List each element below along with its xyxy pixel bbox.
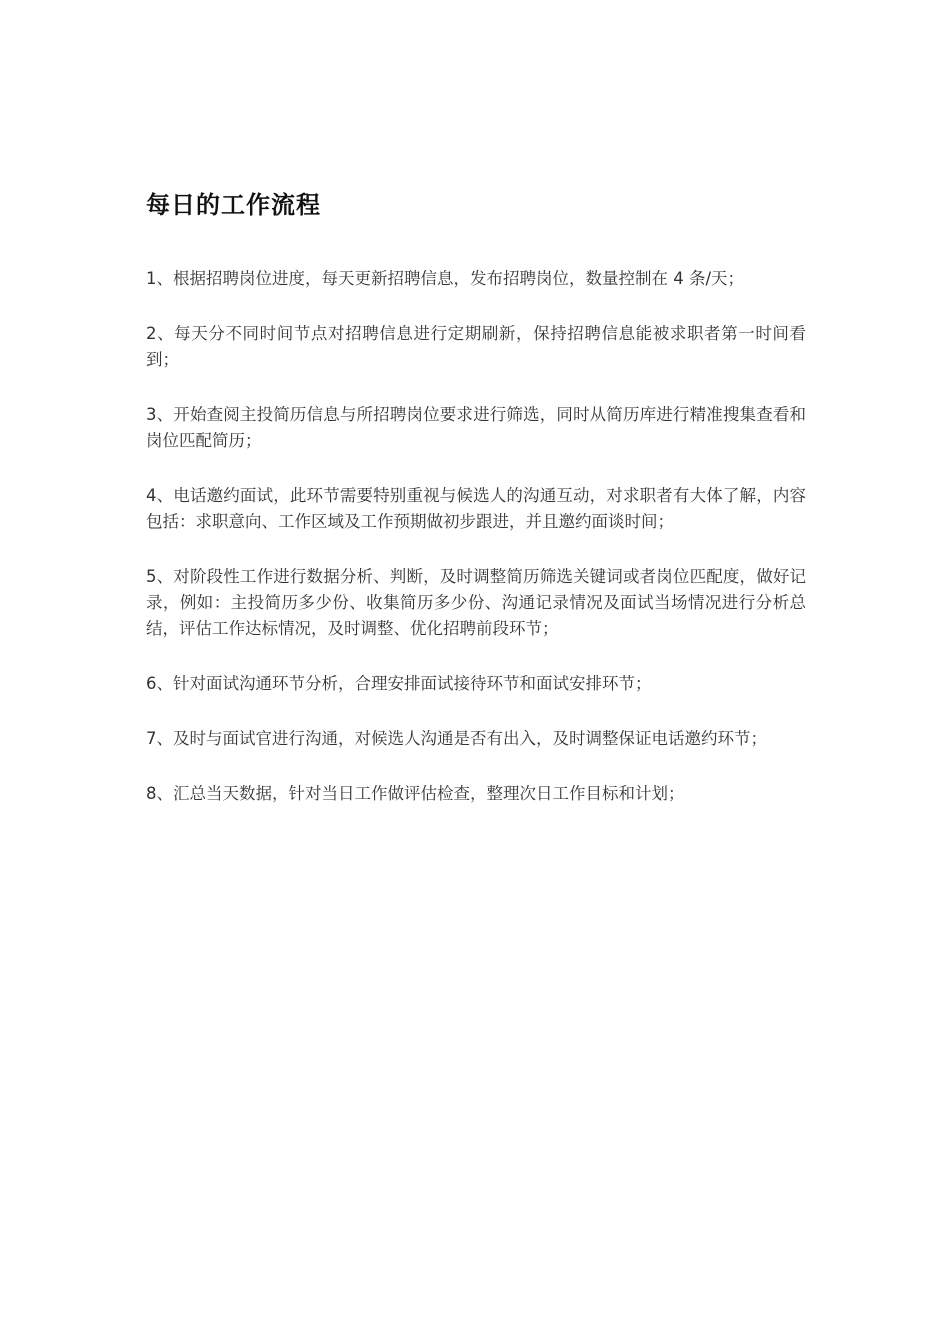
document-title: 每日的工作流程 — [146, 191, 321, 219]
list-item-6: 6、针对面试沟通环节分析，合理安排面试接待环节和面试安排环节； — [146, 674, 652, 693]
list-item-3: 3、开始查阅主投简历信息与所招聘岗位要求进行筛选，同时从简历库进行精准搜集查看和岗位匹配简历； — [146, 405, 806, 450]
list-item-8: 8、汇总当天数据，针对当日工作做评估检查，整理次日工作目标和计划； — [146, 784, 685, 803]
list-item-1: 1、根据招聘岗位进度，每天更新招聘信息，发布招聘岗位，数量控制在 4 条/天； — [146, 269, 745, 288]
list-item-4: 4、电话邀约面试，此环节需要特别重视与候选人的沟通互动，对求职者有大体了解，内容包括：求职意向、工作区域及工作预期做初步跟进，并且邀约面谈时间； — [146, 486, 806, 531]
list-item-2: 2、每天分不同时间节点对招聘信息进行定期刷新，保持招聘信息能被求职者第一时间看到； — [146, 324, 806, 369]
list-item-7: 7、及时与面试官进行沟通，对候选人沟通是否有出入，及时调整保证电话邀约环节； — [146, 729, 767, 748]
list-item-5: 5、对阶段性工作进行数据分析、判断，及时调整简历筛选关键词或者岗位匹配度，做好记录，例如：主投简历多少份、收集简历多少份、沟通记录情况及面试当场情况进行分析总结，评估工作达标情况，及时调整、优化招聘前段环节； — [146, 567, 806, 638]
document-page — [146, 190, 806, 836]
